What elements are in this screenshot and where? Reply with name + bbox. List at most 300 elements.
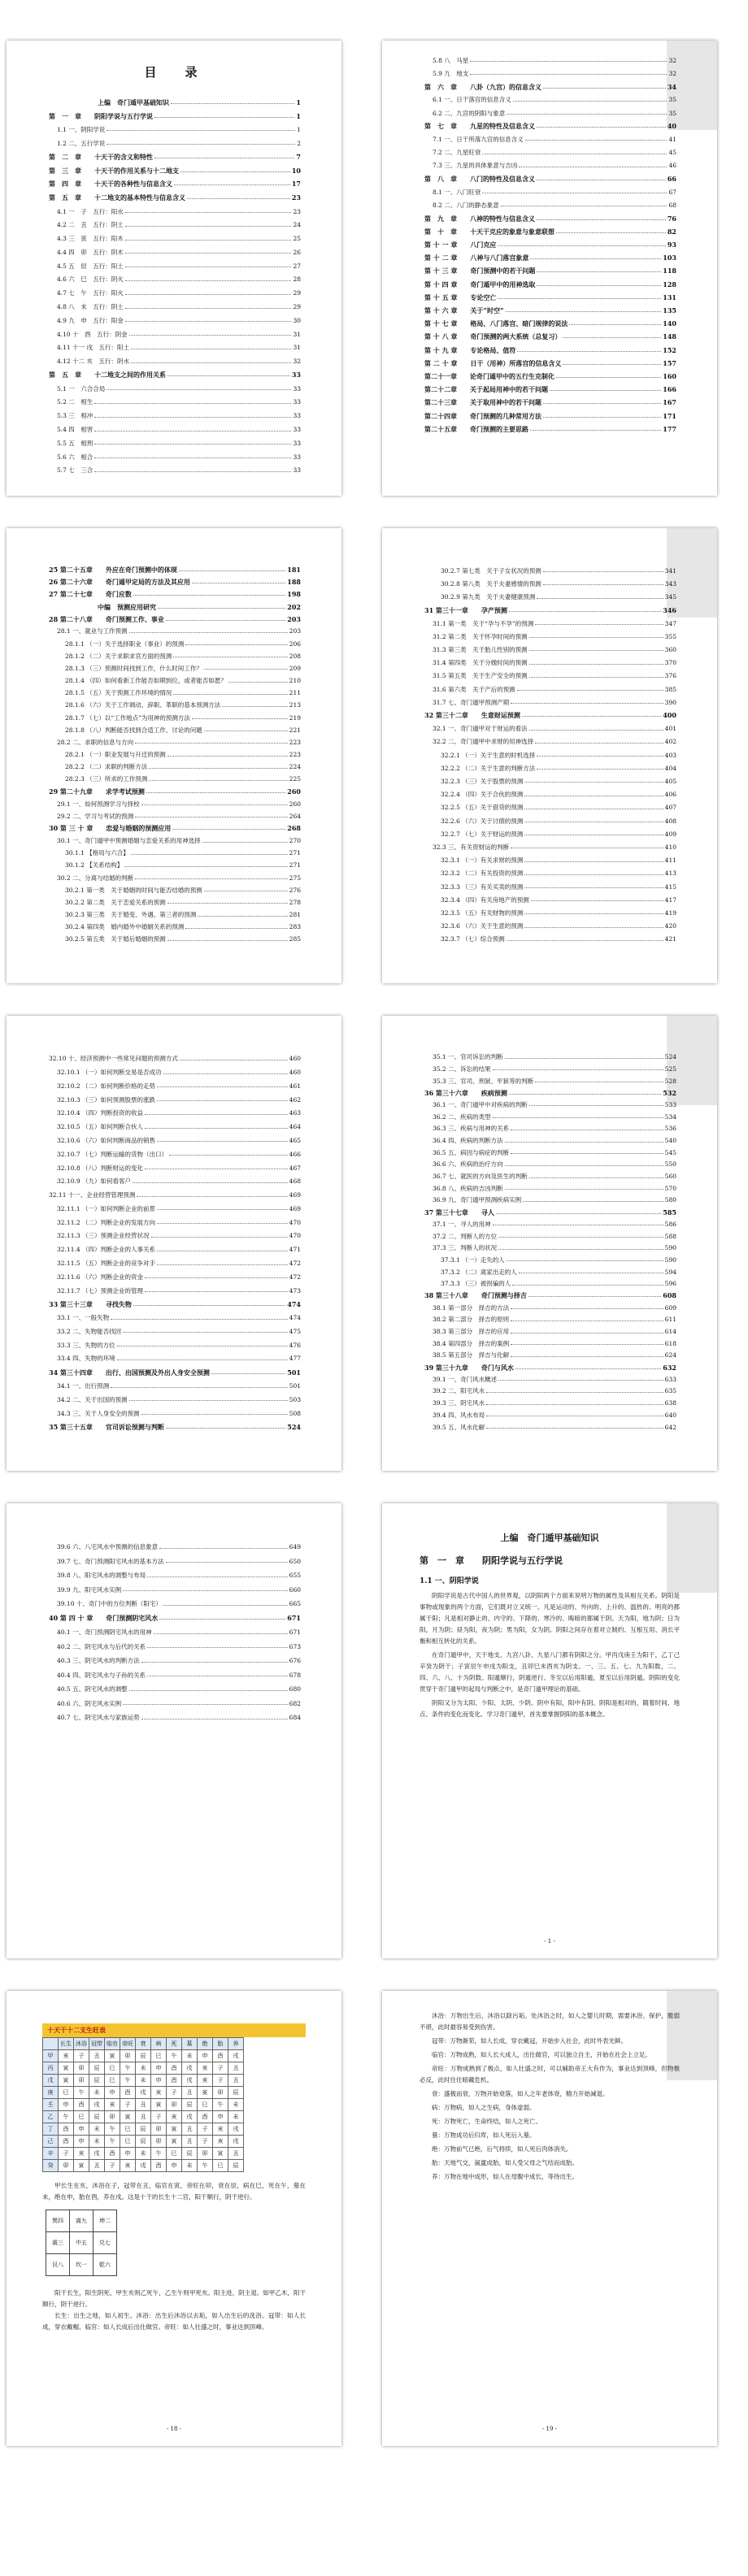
toc-entry[interactable] (49, 1706, 301, 1721)
toc-entry[interactable] (424, 890, 676, 903)
toc-leader-dots (222, 705, 287, 707)
toc-entry-page: 475 (289, 1327, 301, 1335)
page-number: - 18 - (166, 2426, 182, 2432)
toc-leader-dots (482, 192, 667, 193)
toc-entry[interactable] (424, 850, 676, 863)
toc-entry[interactable] (49, 1607, 301, 1622)
table-row (43, 2160, 244, 2172)
toc-entry[interactable] (49, 378, 301, 392)
toc-entry[interactable] (424, 718, 676, 731)
toc-entry[interactable] (424, 116, 676, 129)
toc-leader-dots (129, 1689, 288, 1691)
toc-leader-dots (123, 1703, 288, 1705)
toc-entry[interactable] (424, 1359, 676, 1371)
toc-entry[interactable] (49, 1321, 301, 1335)
toc-entry-page: 276 (289, 886, 301, 894)
toc-entry[interactable] (424, 103, 676, 116)
toc-entry[interactable] (424, 1407, 676, 1419)
toc-entry[interactable] (424, 561, 676, 574)
toc-entry[interactable] (49, 174, 301, 188)
toc-entry-label: 第 十 二 章 八神与八门落宫象意 (424, 254, 529, 262)
toc-entry[interactable] (49, 610, 301, 622)
table-cell: 午 (105, 2123, 120, 2136)
toc-entry[interactable] (49, 160, 301, 174)
toc-entry[interactable] (424, 745, 676, 758)
toc-entry[interactable] (424, 129, 676, 142)
toc-entry-page: 360 (664, 645, 676, 653)
table-cell: 申 (167, 2160, 182, 2172)
toc-entry[interactable] (49, 930, 301, 943)
toc-entry[interactable] (49, 92, 301, 106)
toc-entry[interactable] (49, 671, 301, 683)
toc-leader-dots (524, 821, 663, 822)
toc-entry[interactable] (49, 419, 301, 433)
toc-entry-page: 665 (289, 1600, 301, 1607)
toc-entry[interactable] (49, 819, 301, 831)
toc-entry[interactable] (49, 918, 301, 930)
toc-entry[interactable] (49, 745, 301, 757)
toc-entry[interactable] (424, 156, 676, 169)
toc-entry[interactable] (49, 242, 301, 256)
toc-leader-dots (133, 1304, 285, 1306)
toc-entry[interactable] (424, 182, 676, 195)
toc-leader-dots (543, 570, 663, 572)
toc-entry[interactable] (49, 795, 301, 807)
toc-leader-dots (157, 1099, 288, 1101)
toc-entry-page: 405 (664, 777, 676, 785)
toc-entry[interactable] (49, 1308, 301, 1321)
toc-entry[interactable] (424, 208, 676, 221)
toc-entry[interactable] (49, 869, 301, 881)
toc-entry[interactable] (49, 783, 301, 795)
toc-entry-label: 32.10.1 （一）如何判断交易是否成功 (57, 1069, 162, 1077)
toc-entry-label: 37.1 一、寻人的用神 (433, 1220, 491, 1228)
toc-list (49, 92, 301, 474)
part-title: 上编 奇门遁甲基础知识 (500, 1533, 599, 1543)
toc-entry[interactable] (424, 274, 676, 287)
toc-entry-page: 588 (664, 1232, 676, 1240)
toc-entry[interactable] (424, 705, 676, 718)
table-cell: 巳 (167, 2148, 182, 2160)
toc-entry[interactable] (49, 1334, 301, 1348)
toc-entry[interactable] (424, 640, 676, 653)
toc-entry[interactable] (424, 614, 676, 627)
toc-entry[interactable] (49, 255, 301, 269)
toc-entry[interactable] (424, 679, 676, 692)
toc-entry[interactable] (49, 106, 301, 119)
toc-entry-page: 474 (287, 1299, 301, 1308)
toc-leader-dots (524, 887, 663, 888)
toc-leader-dots (486, 1427, 663, 1429)
toc-entry-label: 33.3 三、失物的方位 (57, 1341, 115, 1349)
toc-entry[interactable] (49, 844, 301, 856)
toc-entry-label: 34.3 三、关于人身安全的预测 (57, 1409, 140, 1417)
table-row (43, 2148, 244, 2160)
toc-entry[interactable] (49, 1390, 301, 1403)
palace-cell: 乾六 (94, 2254, 117, 2276)
toc-entry-page: 410 (664, 843, 676, 851)
toc-entry[interactable] (49, 1171, 301, 1185)
toc-entry[interactable] (424, 811, 676, 824)
toc-entry[interactable] (49, 856, 301, 869)
toc-entry[interactable] (424, 916, 676, 929)
toc-entry[interactable] (49, 1239, 301, 1253)
toc-entry[interactable] (424, 1418, 676, 1430)
table-cell: 巳 (151, 2050, 167, 2062)
toc-leader-dots (125, 225, 292, 227)
toc-entry-page: 376 (664, 672, 676, 680)
toc-entry[interactable] (49, 297, 301, 310)
toc-entry[interactable] (424, 1060, 676, 1073)
toc-entry[interactable] (49, 1076, 301, 1090)
toc-entry[interactable] (49, 201, 301, 215)
toc-entry[interactable] (49, 1143, 301, 1157)
toc-entry[interactable] (424, 1287, 676, 1299)
toc-entry-page: 33 (291, 371, 301, 379)
table-cell: 亥 (151, 2087, 167, 2099)
toc-entry[interactable] (49, 187, 301, 201)
toc-entry[interactable] (424, 50, 676, 63)
toc-entry[interactable] (424, 301, 676, 314)
toc-entry[interactable] (49, 573, 301, 585)
table-cell: 卯 (167, 2099, 182, 2111)
toc-entry[interactable] (49, 1062, 301, 1076)
table-cell: 卯 (120, 2050, 136, 2062)
toc-entry[interactable] (424, 732, 676, 745)
toc-entry-page: 33 (293, 384, 301, 392)
toc-entry-label: 36.2 二、疾病的类型 (433, 1112, 491, 1121)
toc-entry[interactable] (49, 597, 301, 609)
paragraph: 死：万物死亡，生命终结，如人之死亡。 (432, 2118, 541, 2125)
toc-entry[interactable] (49, 635, 301, 647)
toc-entry[interactable] (49, 351, 301, 365)
toc-entry[interactable] (424, 824, 676, 837)
toc-entry[interactable] (49, 1130, 301, 1144)
toc-entry[interactable] (49, 807, 301, 819)
toc-entry-page: 271 (289, 861, 301, 870)
toc-entry-page: 618 (664, 1339, 676, 1347)
toc-entry[interactable] (49, 1693, 301, 1707)
toc-entry[interactable] (49, 647, 301, 659)
toc-entry[interactable] (424, 1299, 676, 1311)
toc-entry[interactable] (424, 1072, 676, 1084)
toc-entry[interactable] (424, 574, 676, 587)
toc-entry-label: 30 第 三 十 章 恋爱与婚姻的预测应用 (49, 824, 172, 833)
table-row (43, 2087, 244, 2099)
toc-entry[interactable] (49, 622, 301, 635)
toc-entry[interactable] (424, 1048, 676, 1060)
toc-entry[interactable] (424, 142, 676, 155)
toc-entry-label: 第 十 四 章 奇门遁甲中的用神选取 (424, 280, 536, 288)
toc-entry[interactable] (49, 1089, 301, 1103)
toc-entry[interactable] (424, 1084, 676, 1096)
toc-entry[interactable] (424, 1251, 676, 1264)
toc-entry[interactable] (49, 1536, 301, 1550)
toc-entry[interactable] (49, 561, 301, 573)
toc-leader-dots (94, 471, 291, 472)
toc-entry-label: 39 第三十九章 奇门与风水 (424, 1363, 514, 1372)
toc-entry[interactable] (49, 433, 301, 447)
toc-entry-label: 32.2.4 （四）关于合伙的预测 (441, 791, 524, 799)
toc-entry[interactable] (49, 132, 301, 146)
toc-entry[interactable] (424, 90, 676, 103)
toc-entry[interactable] (49, 1362, 301, 1376)
toc-entry[interactable] (49, 659, 301, 671)
toc-entry[interactable] (49, 1117, 301, 1130)
toc-entry[interactable] (49, 1212, 301, 1225)
toc-leader-dots (537, 768, 663, 770)
paragraph: 胎：天地气交，氤氲成胎，如人受父母之气结而成胎。 (432, 2159, 578, 2166)
toc-entry[interactable] (424, 1227, 676, 1239)
toc-entry[interactable] (49, 405, 301, 419)
toc-leader-dots (524, 795, 663, 796)
toc-leader-dots (180, 1059, 288, 1060)
toc-entry[interactable] (424, 1216, 676, 1228)
toc-entry[interactable] (49, 1157, 301, 1171)
toc-entry[interactable] (49, 893, 301, 905)
toc-entry-label: 5.8 八 马星 (433, 56, 469, 64)
toc-entry-page: 28 (293, 275, 301, 284)
toc-entry-page: 33 (293, 466, 301, 475)
toc-entry[interactable] (49, 1225, 301, 1239)
toc-entry-page: 678 (289, 1671, 301, 1679)
toc-entry[interactable] (424, 1120, 676, 1132)
toc-entry[interactable] (424, 314, 676, 327)
toc-entry[interactable] (49, 684, 301, 696)
toc-entry[interactable] (424, 587, 676, 600)
toc-entry[interactable] (424, 222, 676, 235)
toc-leader-dots (129, 1399, 288, 1401)
toc-entry[interactable] (49, 1348, 301, 1362)
toc-leader-dots (535, 742, 663, 744)
toc-entry[interactable] (424, 366, 676, 379)
toc-entry[interactable] (49, 831, 301, 843)
toc-entry-page: 23 (293, 207, 301, 215)
toc-entry[interactable] (424, 864, 676, 877)
toc-entry[interactable] (424, 1263, 676, 1275)
toc-entry[interactable] (49, 721, 301, 733)
document-page-5 (7, 1016, 341, 1471)
toc-entry[interactable] (424, 930, 676, 943)
toc-entry[interactable] (424, 261, 676, 274)
toc-entry-page: 1 (296, 98, 301, 106)
toc-entry-page: 30 (293, 316, 301, 324)
toc-entry[interactable] (49, 1664, 301, 1679)
toc-entry-page: 23 (291, 193, 301, 202)
toc-entry[interactable] (49, 365, 301, 379)
toc-entry-page: 408 (664, 817, 676, 825)
toc-entry-label: 32.2.1 （一）关于生意的时机选择 (441, 751, 536, 759)
toc-entry[interactable] (424, 1108, 676, 1120)
toc-entry[interactable] (424, 837, 676, 850)
toc-leader-dots (511, 847, 663, 848)
toc-entry[interactable] (424, 692, 676, 705)
toc-entry-page: 411 (664, 856, 676, 865)
toc-entry[interactable] (424, 1323, 676, 1335)
toc-entry[interactable] (49, 337, 301, 351)
toc-entry[interactable] (424, 903, 676, 916)
toc-entry-page: 355 (664, 632, 676, 640)
toc-entry[interactable] (49, 1416, 301, 1430)
toc-entry[interactable] (424, 405, 676, 418)
toc-leader-dots (506, 310, 662, 312)
toc-entry[interactable] (424, 1311, 676, 1323)
table-cell: 丑 (182, 2136, 198, 2148)
toc-entry[interactable] (424, 327, 676, 340)
toc-leader-dots (171, 102, 294, 104)
toc-entry[interactable] (49, 758, 301, 770)
toc-leader-dots (157, 1222, 288, 1224)
toc-entry[interactable] (424, 379, 676, 392)
table-cell: 子 (198, 2123, 213, 2136)
toc-leader-dots (524, 861, 663, 862)
toc-entry[interactable] (49, 269, 301, 283)
toc-entry[interactable] (49, 881, 301, 893)
toc-entry[interactable] (49, 1564, 301, 1579)
toc-entry[interactable] (49, 1593, 301, 1607)
toc-entry[interactable] (424, 877, 676, 890)
toc-entry[interactable] (424, 1239, 676, 1251)
table-cell: 酉 (198, 2111, 213, 2123)
toc-entry[interactable] (49, 1376, 301, 1390)
toc-entry[interactable] (424, 392, 676, 405)
toc-entry[interactable] (424, 1275, 676, 1287)
toc-entry[interactable] (49, 283, 301, 297)
toc-entry[interactable] (49, 228, 301, 242)
toc-entry[interactable] (424, 1144, 676, 1156)
toc-entry[interactable] (424, 1096, 676, 1108)
toc-leader-dots (157, 1140, 288, 1142)
table-cell: 辰 (228, 2087, 244, 2099)
toc-entry[interactable] (49, 119, 301, 133)
toc-leader-dots (529, 663, 663, 665)
toc-entry[interactable] (49, 1650, 301, 1664)
toc-entry[interactable] (49, 1103, 301, 1117)
toc-leader-dots (211, 1373, 285, 1374)
toc-entry[interactable] (424, 248, 676, 261)
toc-entry[interactable] (49, 460, 301, 474)
toc-entry[interactable] (49, 310, 301, 324)
toc-entry[interactable] (424, 1203, 676, 1216)
toc-entry[interactable] (424, 1180, 676, 1192)
toc-entry[interactable] (49, 1403, 301, 1416)
table-cell: 己 (43, 2136, 59, 2148)
toc-entry-label: 34 第三十四章 出行、出国预测及外出人身安全预测 (49, 1368, 210, 1377)
toc-leader-dots (163, 1604, 288, 1606)
toc-entry[interactable] (424, 288, 676, 301)
toc-entry[interactable] (424, 1394, 676, 1407)
toc-entry[interactable] (424, 1382, 676, 1394)
toc-entry-label: 5.9 九 地支 (433, 69, 469, 77)
toc-entry[interactable] (49, 1199, 301, 1212)
table-cell: 丁 (43, 2123, 59, 2136)
toc-entry-page: 24 (293, 221, 301, 229)
toc-entry[interactable] (424, 76, 676, 89)
toc-entry[interactable] (49, 1579, 301, 1594)
toc-entry[interactable] (424, 1335, 676, 1347)
toc-entry[interactable] (49, 770, 301, 783)
toc-entry[interactable] (424, 1347, 676, 1359)
table-cell: 辰 (89, 2075, 105, 2087)
toc-entry[interactable] (49, 733, 301, 745)
toc-leader-dots (509, 1093, 661, 1095)
toc-entry[interactable] (424, 798, 676, 811)
toc-entry[interactable] (49, 905, 301, 917)
toc-entry[interactable] (49, 1550, 301, 1565)
toc-entry[interactable] (49, 1678, 301, 1693)
toc-entry[interactable] (424, 771, 676, 784)
toc-entry[interactable] (424, 666, 676, 679)
toc-entry[interactable] (424, 340, 676, 353)
toc-entry-label: 36.9 九、奇门遁甲预测疾病实例 (433, 1196, 522, 1204)
toc-entry[interactable] (49, 1621, 301, 1636)
table-cell: 寅 (74, 2160, 89, 2172)
toc-entry-label: 8.2 二、八门的静态象意 (433, 201, 499, 209)
toc-entry[interactable] (49, 1185, 301, 1199)
toc-entry[interactable] (424, 1132, 676, 1144)
toc-entry-page: 406 (664, 791, 676, 799)
toc-leader-dots (501, 205, 668, 206)
table-cell: 戌 (228, 2123, 244, 2136)
toc-entry-label: 30.2.5 第五类 关于婚后婚姻的预测 (65, 935, 166, 943)
paragraph: 墓：万物成功后归库，如人死后入墓。 (432, 2131, 536, 2139)
toc-entry[interactable] (49, 1280, 301, 1294)
toc-entry[interactable] (49, 1636, 301, 1650)
toc-entry[interactable] (49, 1048, 301, 1062)
toc-entry[interactable] (424, 1371, 676, 1383)
toc-entry-label: 第 十 八 章 奇门预测的两大系统（总复习） (424, 332, 562, 341)
toc-entry[interactable] (49, 446, 301, 460)
toc-entry[interactable] (49, 392, 301, 405)
paragraph: 病：万物病，如人之生病，身体虚弱。 (432, 2104, 536, 2111)
table-cell: 未 (228, 2111, 244, 2123)
toc-entry[interactable] (424, 419, 676, 432)
toc-leader-dots (125, 320, 292, 322)
toc-entry-page: 460 (289, 1055, 301, 1063)
toc-leader-dots (529, 1177, 663, 1178)
toc-entry[interactable] (424, 235, 676, 248)
toc-entry[interactable] (424, 169, 676, 182)
toc-leader-dots (117, 1359, 288, 1360)
toc-entry[interactable] (424, 758, 676, 771)
toc-entry[interactable] (424, 1156, 676, 1168)
toc-entry[interactable] (49, 146, 301, 160)
toc-entry[interactable] (424, 627, 676, 640)
toc-entry[interactable] (424, 1191, 676, 1203)
toc-leader-dots (107, 388, 291, 390)
toc-entry[interactable] (49, 1267, 301, 1281)
toc-entry[interactable] (424, 353, 676, 366)
toc-entry[interactable] (49, 323, 301, 337)
toc-entry[interactable] (49, 1253, 301, 1267)
toc-entry[interactable] (424, 601, 676, 614)
toc-entry[interactable] (424, 195, 676, 208)
table-cell: 子 (167, 2087, 182, 2099)
toc-entry[interactable] (49, 709, 301, 721)
toc-entry[interactable] (49, 1294, 301, 1308)
toc-entry[interactable] (49, 585, 301, 597)
toc-entry[interactable] (49, 696, 301, 709)
toc-entry[interactable] (424, 63, 676, 76)
toc-entry-label: 30.2 二、分离与结婚的判断 (57, 874, 134, 882)
toc-entry[interactable] (424, 784, 676, 797)
toc-entry[interactable] (424, 653, 676, 666)
toc-entry-page: 202 (287, 602, 301, 611)
toc-entry-page: 461 (289, 1082, 301, 1090)
table-cell: 寅 (105, 2050, 120, 2062)
toc-entry[interactable] (49, 215, 301, 228)
toc-entry[interactable] (424, 1168, 676, 1180)
